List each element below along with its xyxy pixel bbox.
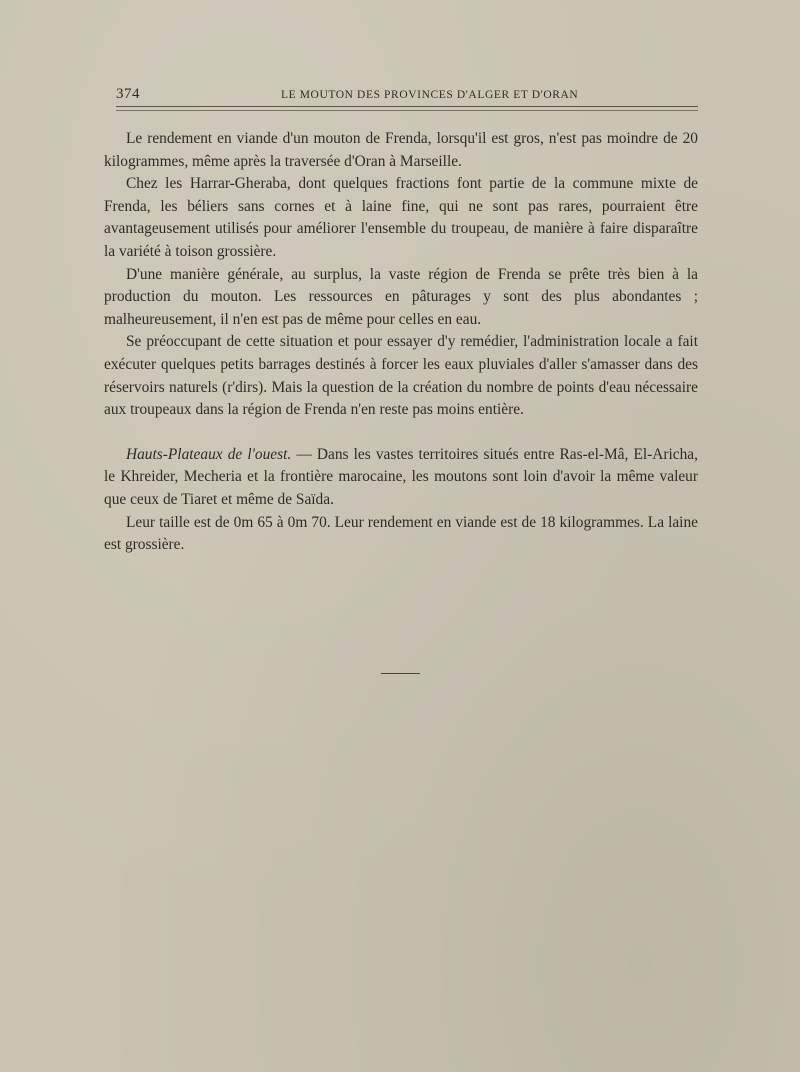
paragraph-water-barrages: Se préoccupant de cette situation et pour essayer d'y remédier, l'administration locale a fait exécuter quelques petits barrages destinés à forcer les eaux pluviales d'aller s'amasser dans des réservoirs naturels (r'dirs). Mais la question de la création du nombre de points d'eau nécessaire aux troupeaux dans la région de Frenda n'en reste pas moins entière.	[104, 333, 698, 419]
header-rule-bottom	[116, 110, 698, 111]
body-text	[104, 128, 698, 557]
paragraph-hauts-plateaux	[104, 444, 698, 512]
end-rule	[381, 673, 420, 674]
running-title: LE MOUTON DES PROVINCES D'ALGER ET D'ORAN	[281, 89, 579, 101]
paragraph-frenda-region: D'une manière générale, au surplus, la vaste région de Frenda se prête très bien à la production du mouton. Les ressources en pâturages y sont des plus abondantes ; malheureusement, il n'en est pas de même pour celles en eau.	[104, 265, 698, 328]
section-intro: — Dans les vastes territoires situés entre Ras-el-Mâ, El-Aricha, le Khreider, Mecheria et la frontière marocaine, les moutons sont loin d'avoir la même valeur que ceux de Tiaret et même de Saïda.	[104, 445, 698, 508]
paragraph-harrar-gheraba: Chez les Harrar-Gheraba, dont quelques fractions font partie de la commune mixte de Frenda, les béliers sans cornes et à laine fine, qui ne sont pas rares, pourraient être avantageusement utilisés pour améliorer l'ensemble du troupeau, de manière à faire disparaître la variété à toison grossière.	[104, 175, 698, 260]
page-number: 374	[116, 86, 140, 102]
paragraph-meat-yield: Le rendement en viande d'un mouton de Frenda, lorsqu'il est gros, n'est pas moindre de 20 kilogrammes, même après la traversée d'Oran à Marseille.	[104, 130, 698, 170]
section-title: Hauts-Plateaux de l'ouest.	[126, 445, 292, 463]
page-header	[116, 86, 698, 106]
paragraph-size-yield: Leur taille est de 0m 65 à 0m 70. Leur rendement en viande est de 18 kilogrammes. La laine est grossière.	[104, 513, 698, 554]
header-rule-top	[116, 106, 698, 107]
